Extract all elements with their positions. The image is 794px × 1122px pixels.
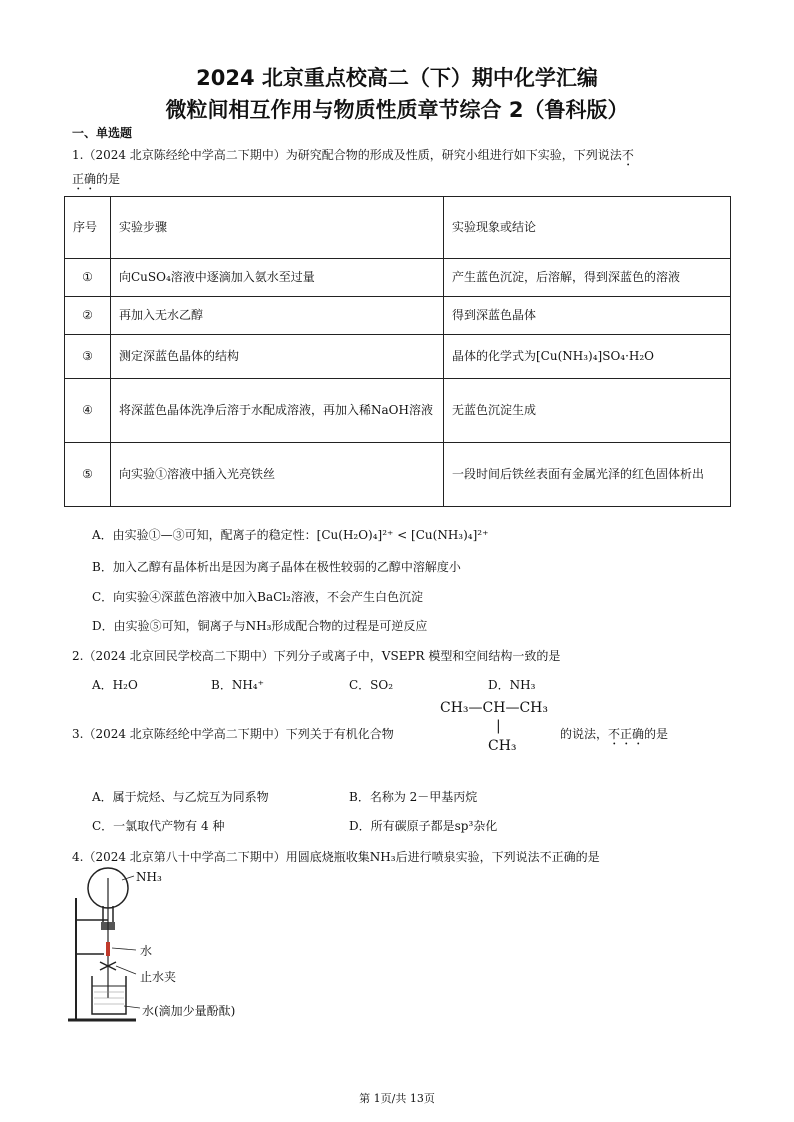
- structure-bond: |: [496, 718, 501, 734]
- q3-tail-post: 的是: [644, 727, 669, 741]
- q3-option-c: C．一氯取代产物有 4 种: [92, 819, 225, 833]
- q2-option-d: D．NH₃: [488, 678, 536, 692]
- page-subtitle: 微粒间相互作用与物质性质章节综合 2（鲁科版）: [165, 98, 629, 122]
- label-clamp: 止水夹: [140, 970, 177, 984]
- table-row: [65, 297, 731, 335]
- q1-stem-line2-rest: 的是: [96, 172, 121, 186]
- header-no: 序号: [65, 197, 111, 259]
- table-header-row: [65, 197, 731, 259]
- q1-stem-line2: [72, 170, 120, 193]
- q3-tail-emph: 不正确: [608, 727, 645, 741]
- row-result: 晶体的化学式为[Cu(NH₃)₄]SO₄·H₂O: [444, 335, 731, 379]
- row-step: 将深蓝色晶体洗净后溶于水配成溶液，再加入稀NaOH溶液: [111, 379, 444, 443]
- q3-stem-tail: [560, 725, 668, 748]
- table-row: [65, 335, 731, 379]
- label-nh3: NH₃: [136, 870, 162, 884]
- q3-tail-pre: 的说法，: [560, 727, 609, 741]
- section-heading: 一、单选题: [72, 126, 133, 140]
- q1-stem: [72, 146, 634, 169]
- table-row: [65, 443, 731, 507]
- q3-option-b: B．名称为 2－甲基丙烷: [349, 790, 478, 804]
- q2-stem: 2.（2024 北京回民学校高二下期中）下列分子或离子中，VSEPR 模型和空间结构一致的是: [72, 649, 561, 663]
- q1-option-c: C．向实验④深蓝色溶液中加入BaCl₂溶液，不会产生白色沉淀: [92, 590, 423, 604]
- q3-option-d: D．所有碳原子都是sp³杂化: [349, 819, 498, 833]
- table-row: [65, 379, 731, 443]
- q2-option-c: C．SO₂: [349, 678, 394, 692]
- header-step: 实验步骤: [111, 197, 444, 259]
- row-result: 无蓝色沉淀生成: [444, 379, 731, 443]
- header-result: 实验现象或结论: [444, 197, 731, 259]
- page-footer: 第 1页/共 13页: [359, 1092, 435, 1105]
- label-water-phenolphthalein: 水(滴加少量酚酞): [142, 1004, 236, 1018]
- q1-option-a: A．由实验①—③可知，配离子的稳定性：[Cu(H₂O)₄]²⁺ < [Cu(NH₃)₄]²⁺: [92, 528, 489, 542]
- q2-option-a: A．H₂O: [92, 678, 138, 692]
- row-step: 测定深蓝色晶体的结构: [111, 335, 444, 379]
- q3-stem: 3.（2024 北京陈经纶中学高二下期中）下列关于有机化合物: [72, 727, 394, 741]
- q1-stem-emph: 不: [621, 148, 634, 162]
- label-water: 水: [140, 944, 153, 958]
- q1-option-d: D．由实验⑤可知，铜离子与NH₃形成配合物的过程是可逆反应: [92, 619, 428, 633]
- row-result: 得到深蓝色晶体: [444, 297, 731, 335]
- q1-stem-line2-emph: 正确: [72, 172, 97, 186]
- page-title: 2024 北京重点校高二（下）期中化学汇编: [196, 66, 598, 90]
- row-step: 向CuSO₄溶液中逐滴加入氨水至过量: [111, 259, 444, 297]
- q2-option-b: B．NH₄⁺: [211, 678, 264, 692]
- row-no: ③: [65, 335, 111, 379]
- experiment-table: [64, 196, 731, 507]
- table-row: [65, 259, 731, 297]
- q1-stem-text: 1.（2024 北京陈经纶中学高二下期中）为研究配合物的形成及性质，研究小组进行如下实验，下列说法: [72, 148, 622, 162]
- structure-branch: CH₃: [488, 738, 517, 754]
- q3-option-a: A．属于烷烃、与乙烷互为同系物: [92, 790, 269, 804]
- row-result: 产生蓝色沉淀，后溶解，得到深蓝色的溶液: [444, 259, 731, 297]
- row-step: 再加入无水乙醇: [111, 297, 444, 335]
- row-step: 向实验①溶液中插入光亮铁丝: [111, 443, 444, 507]
- row-no: ⑤: [65, 443, 111, 507]
- row-no: ①: [65, 259, 111, 297]
- row-no: ④: [65, 379, 111, 443]
- row-result: 一段时间后铁丝表面有金属光泽的红色固体析出: [444, 443, 731, 507]
- q4-stem: 4.（2024 北京第八十中学高二下期中）用圆底烧瓶收集NH₃后进行喷泉实验，下列说法不正确的是: [72, 850, 600, 864]
- row-no: ②: [65, 297, 111, 335]
- fountain-apparatus-figure: [64, 858, 284, 1028]
- structure-main-chain: CH₃—CH—CH₃: [440, 700, 548, 716]
- q1-option-b: B．加入乙醇有晶体析出是因为离子晶体在极性较弱的乙醇中溶解度小: [92, 560, 461, 574]
